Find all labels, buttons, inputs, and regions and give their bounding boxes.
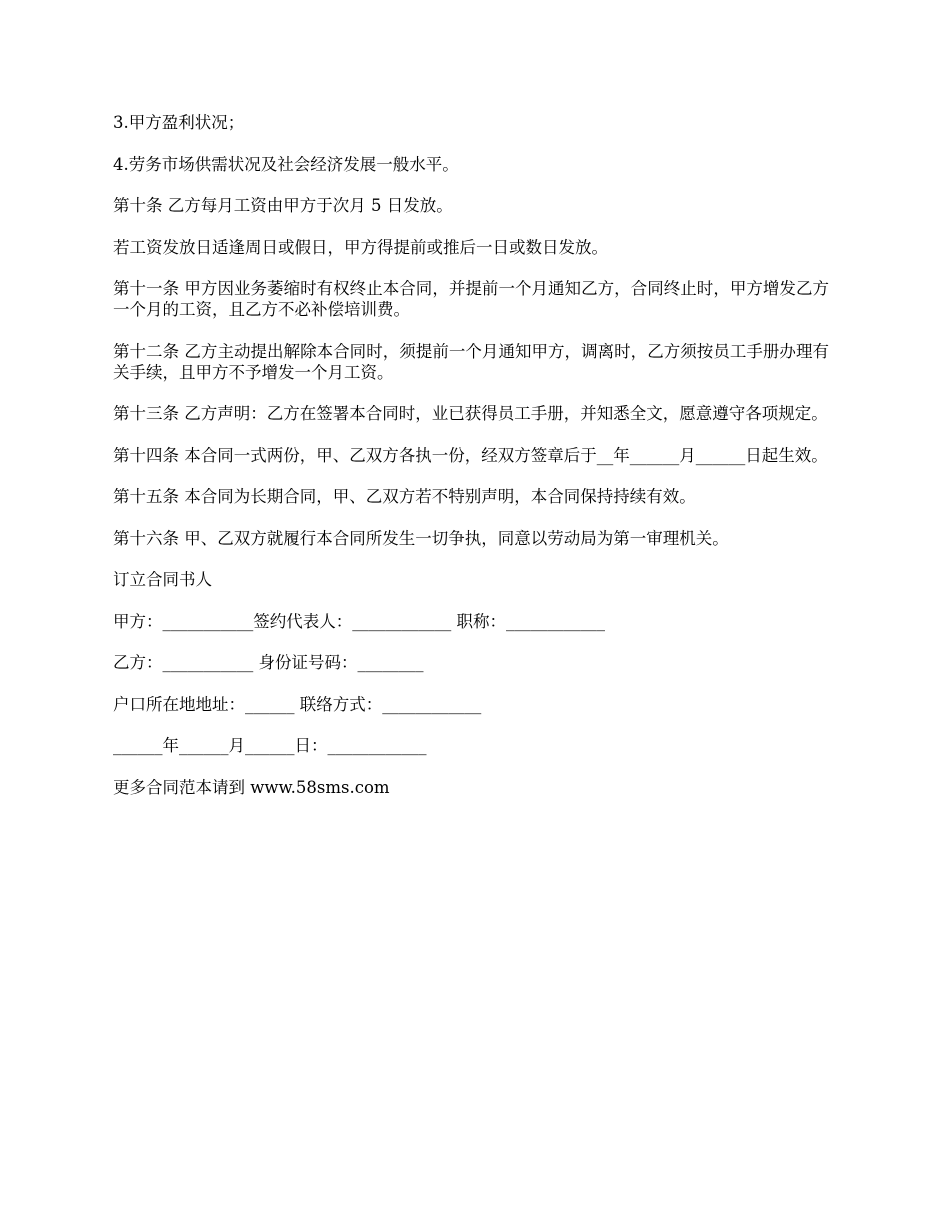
party-a-signature-line: 甲方：___________签约代表人：____________ 职称：____________: [113, 611, 605, 631]
address-contact-line: 户口所在地地址：______ 联络方式：____________: [113, 694, 482, 714]
article-10-note: 若工资发放日适逢周日或假日，甲方得提前或推后一日或数日发放。: [113, 237, 608, 257]
party-b-signature-line: 乙方：___________ 身份证号码：________: [113, 653, 424, 672]
article-10: 第十条 乙方每月工资由甲方于次月 5 日发放。: [113, 196, 453, 215]
clause-item-3: 3.甲方盈利状况；: [113, 113, 245, 132]
article-13: 第十三条 乙方声明：乙方在签署本合同时，业已获得员工手册，并知悉全文，愿意遵守各项规定。: [113, 404, 828, 423]
footer-promo: 更多合同范本请到 www.58sms.com: [113, 777, 390, 797]
article-12: 第十二条 乙方主动提出解除本合同时，须提前一个月通知甲方，调离时，乙方须按员工手册办理有关手续，且甲方不予增发一个月工资。: [113, 341, 829, 382]
clause-item-4: 4.劳务市场供需状况及社会经济发展一般水平。: [113, 154, 459, 174]
date-line: ______年______月______日：____________: [113, 736, 427, 755]
article-16: 第十六条 甲、乙双方就履行本合同所发生一切争执，同意以劳动局为第一审理机关。: [113, 528, 729, 548]
signatories-heading: 订立合同书人: [113, 570, 212, 589]
article-15: 第十五条 本合同为长期合同，甲、乙双方若不特别声明，本合同保持持续有效。: [113, 487, 696, 506]
article-11: 第十一条 甲方因业务萎缩时有权终止本合同，并提前一个月通知乙方，合同终止时，甲方增发乙方一个月的工资，且乙方不必补偿培训费。: [113, 279, 829, 319]
article-14: 第十四条 本合同一式两份，甲、乙双方各执一份，经双方签章后于__年______月______日起生效。: [113, 445, 828, 465]
document-page: [113, 112, 829, 818]
